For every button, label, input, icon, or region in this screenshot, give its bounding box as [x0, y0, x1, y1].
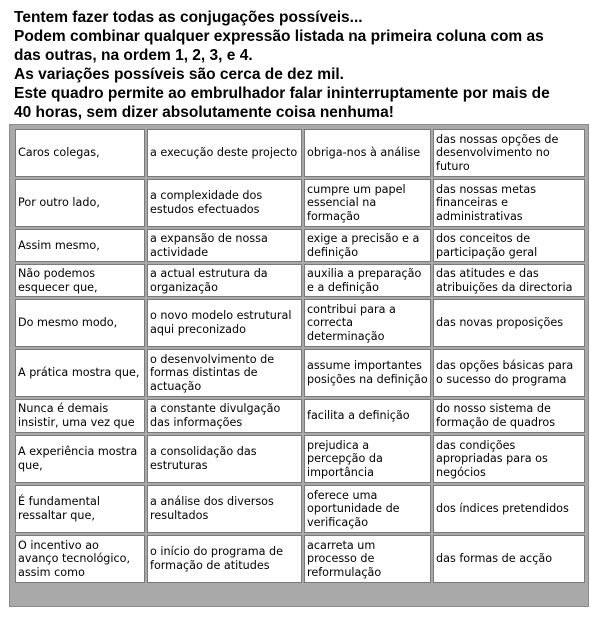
table-cell: Do mesmo modo,	[15, 299, 145, 347]
table-cell: A experiência mostra que,	[15, 435, 145, 483]
table-cell: Nunca é demais insistir, uma vez que	[15, 399, 145, 433]
table-cell: prejudica a percepção da importância	[304, 435, 431, 483]
intro-line: das outras, na ordem 1, 2, 3, e 4.	[14, 47, 253, 64]
table-cell: A prática mostra que,	[15, 349, 145, 397]
table-cell: o início do programa de formação de atitudes	[147, 535, 302, 583]
table-row	[15, 264, 585, 297]
table-cell: É fundamental ressaltar que,	[15, 485, 145, 533]
intro-text	[14, 8, 584, 122]
table-cell: contribui para a correcta determinação	[304, 299, 431, 347]
intro-line: Tentem fazer todas as conjugações possíveis...	[14, 9, 363, 26]
table-cell: facilita a definição	[304, 399, 431, 433]
table-row	[15, 129, 585, 177]
table-cell: das condições apropriadas para os negócios	[433, 435, 585, 483]
table-cell: a constante divulgação das informações	[147, 399, 302, 433]
table-cell: das opções básicas para o sucesso do programa	[433, 349, 585, 397]
table-cell: dos índices pretendidos	[433, 485, 585, 533]
table-cell: a complexidade dos estudos efectuados	[147, 179, 302, 227]
table-cell: acarreta um processo de reformulação	[304, 535, 431, 583]
table-cell: exige a precisão e a definição	[304, 229, 431, 262]
table-cell: obriga-nos à análise	[304, 129, 431, 177]
table-cell: Caros colegas,	[15, 129, 145, 177]
table-cell: auxilia a preparação e a definição	[304, 264, 431, 297]
table-cell: do nosso sistema de formação de quadros	[433, 399, 585, 433]
table-cell: cumpre um papel essencial na formação	[304, 179, 431, 227]
table-row	[15, 435, 585, 483]
table-cell: a actual estrutura da organização	[147, 264, 302, 297]
table-cell: Assim mesmo,	[15, 229, 145, 262]
table-row	[15, 179, 585, 227]
table-cell: a análise dos diversos resultados	[147, 485, 302, 533]
phrase-table	[13, 127, 587, 585]
table-cell: das atitudes e das atribuições da directoria	[433, 264, 585, 297]
table-cell: a execução deste projecto	[147, 129, 302, 177]
table-cell: a consolidação das estruturas	[147, 435, 302, 483]
table-row	[15, 349, 585, 397]
table-cell: O incentivo ao avanço tecnológico, assim como	[15, 535, 145, 583]
table-cell: o novo modelo estrutural aqui preconizado	[147, 299, 302, 347]
table-cell: oferece uma oportunidade de verificação	[304, 485, 431, 533]
table-cell: Por outro lado,	[15, 179, 145, 227]
table-cell: assume importantes posições na definição	[304, 349, 431, 397]
intro-line: Podem combinar qualquer expressão listada na primeira coluna com as	[14, 28, 544, 45]
table-cell: das formas de acção	[433, 535, 585, 583]
table-cell: das novas proposições	[433, 299, 585, 347]
table-cell: das nossas opções de desenvolvimento no futuro	[433, 129, 585, 177]
table-row	[15, 485, 585, 533]
table-cell: das nossas metas financeiras e administrativas	[433, 179, 585, 227]
table-cell: Não podemos esquecer que,	[15, 264, 145, 297]
table-row	[15, 229, 585, 262]
table-row	[15, 535, 585, 583]
intro-line: Este quadro permite ao embrulhador falar ininterruptamente por mais de	[14, 85, 550, 102]
table-cell: dos conceitos de participação geral	[433, 229, 585, 262]
table-cell: o desenvolvimento de formas distintas de actuação	[147, 349, 302, 397]
table-row	[15, 399, 585, 433]
intro-line: 40 horas, sem dizer absolutamente coisa nenhuma!	[14, 104, 394, 121]
phrase-table-frame	[9, 124, 589, 607]
table-row	[15, 299, 585, 347]
table-cell: a expansão de nossa actividade	[147, 229, 302, 262]
intro-line: As variações possíveis são cerca de dez mil.	[14, 66, 344, 83]
